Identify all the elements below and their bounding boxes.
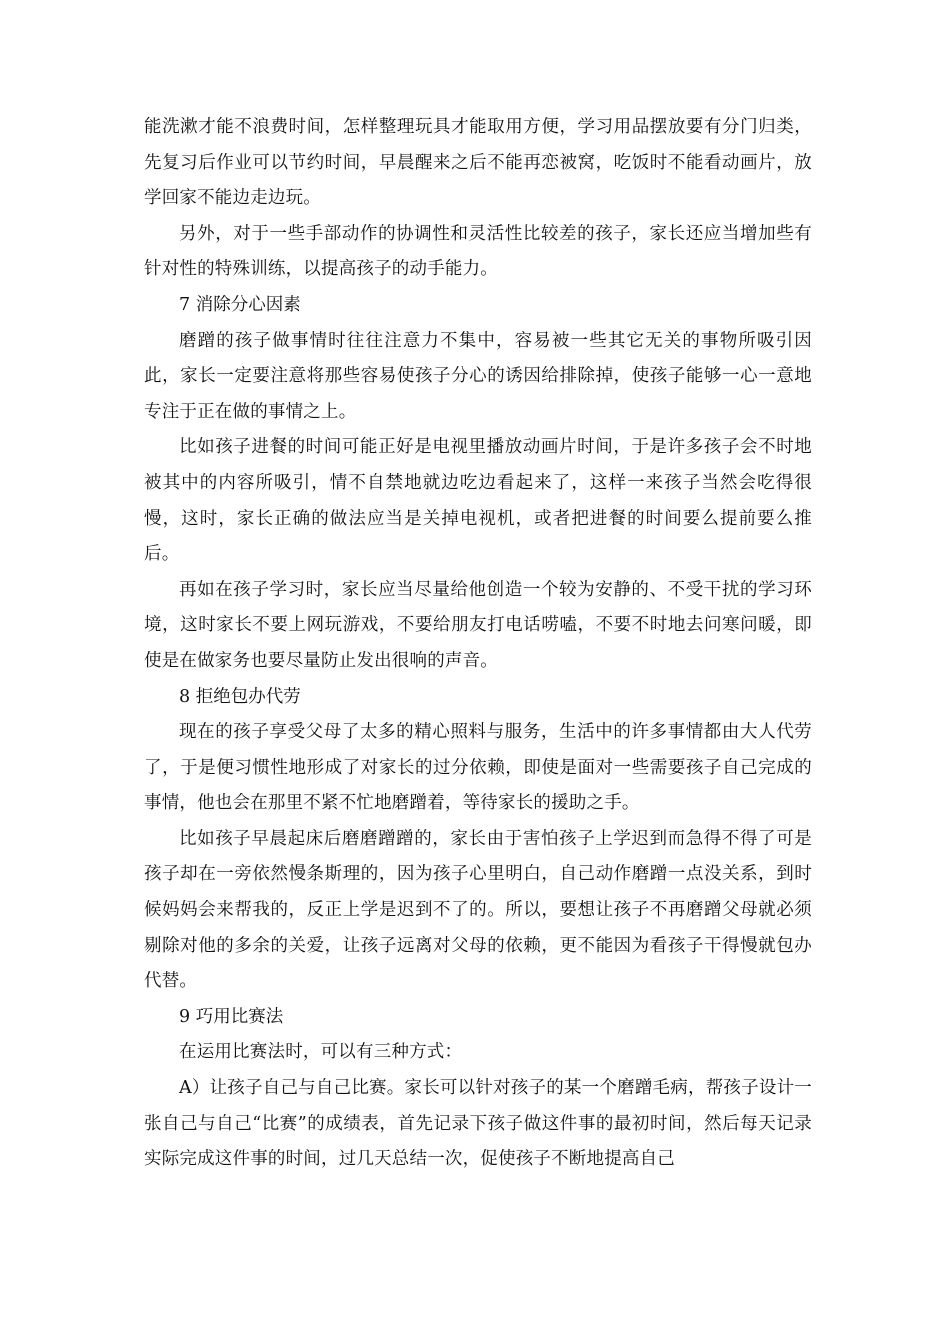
paragraph-5: 再如在孩子学习时，家长应当尽量给他创造一个较为安静的、不受干扰的学习环境，这时家长不要上网玩游戏，不要给朋友打电话唠嗑，不要不时地去问寒问暖，即使是在做家务也要尽量防止发出很响的声音。 [144,579,812,671]
paragraph-7: 比如孩子早晨起床后磨磨蹭蹭的，家长由于害怕孩子上学迟到而急得不得了可是孩子却在一旁依然慢条斯理的，因为孩子心里明白，自己动作磨蹭一点没关系，到时候妈妈会来帮我的，反正上学是迟到不了的。所以，要想让孩子不再磨蹭父母就必须剔除对他的多余的关爱，让孩子远离对父母的依赖，更不能因为看孩子干得慢就包办代替。 [144,828,812,992]
paragraph-6: 现在的孩子享受父母了太多的精心照料与服务，生活中的许多事情都由大人代劳了，于是便习惯性地形成了对家长的过分依赖，即使是面对一些需要孩子自己完成的事情，他也会在那里不紧不忙地磨蹭着，等待家长的援助之手。 [144,722,812,814]
paragraph-9: A）让孩子自己与自己比赛。家长可以针对孩子的某一个磨蹭毛病，帮孩子设计一张自己与自己“比赛”的成绩表，首先记录下孩子做这件事的最初时间，然后每天记录实际完成这件事的时间，过几天总结一次，促使孩子不断地提高自己 [144,1078,812,1170]
paragraph-3: 磨蹭的孩子做事情时往往注意力不集中，容易被一些其它无关的事物所吸引因此，家长一定要注意将那些容易使孩子分心的诱因给排除掉，使孩子能够一心一意地专注于正在做的事情之上。 [144,330,812,422]
paragraph-8: 在运用比赛法时，可以有三种方式： [179,1042,463,1063]
document-body [144,110,812,1178]
section-heading-8: 8 拒绝包办代劳 [179,686,301,707]
section-heading-9: 9 巧用比赛法 [179,1006,284,1027]
paragraph-4: 比如孩子进餐的时间可能正好是电视里播放动画片时间，于是许多孩子会不时地被其中的内容所吸引，情不自禁地就边吃边看起来了，这样一来孩子当然会吃得很慢，这时，家长正确的做法应当是关掉电视机，或者把进餐的时间要么提前要么推后。 [144,437,812,565]
paragraph-2: 另外，对于一些手部动作的协调性和灵活性比较差的孩子，家长还应当增加些有针对性的特殊训练，以提高孩子的动手能力。 [144,223,812,280]
paragraph-1: 能洗漱才能不浪费时间，怎样整理玩具才能取用方便，学习用品摆放要有分门归类，先复习后作业可以节约时间，早晨醒来之后不能再恋被窝，吃饭时不能看动画片，放学回家不能边走边玩。 [144,117,812,209]
section-heading-7: 7 消除分心因素 [179,294,301,315]
